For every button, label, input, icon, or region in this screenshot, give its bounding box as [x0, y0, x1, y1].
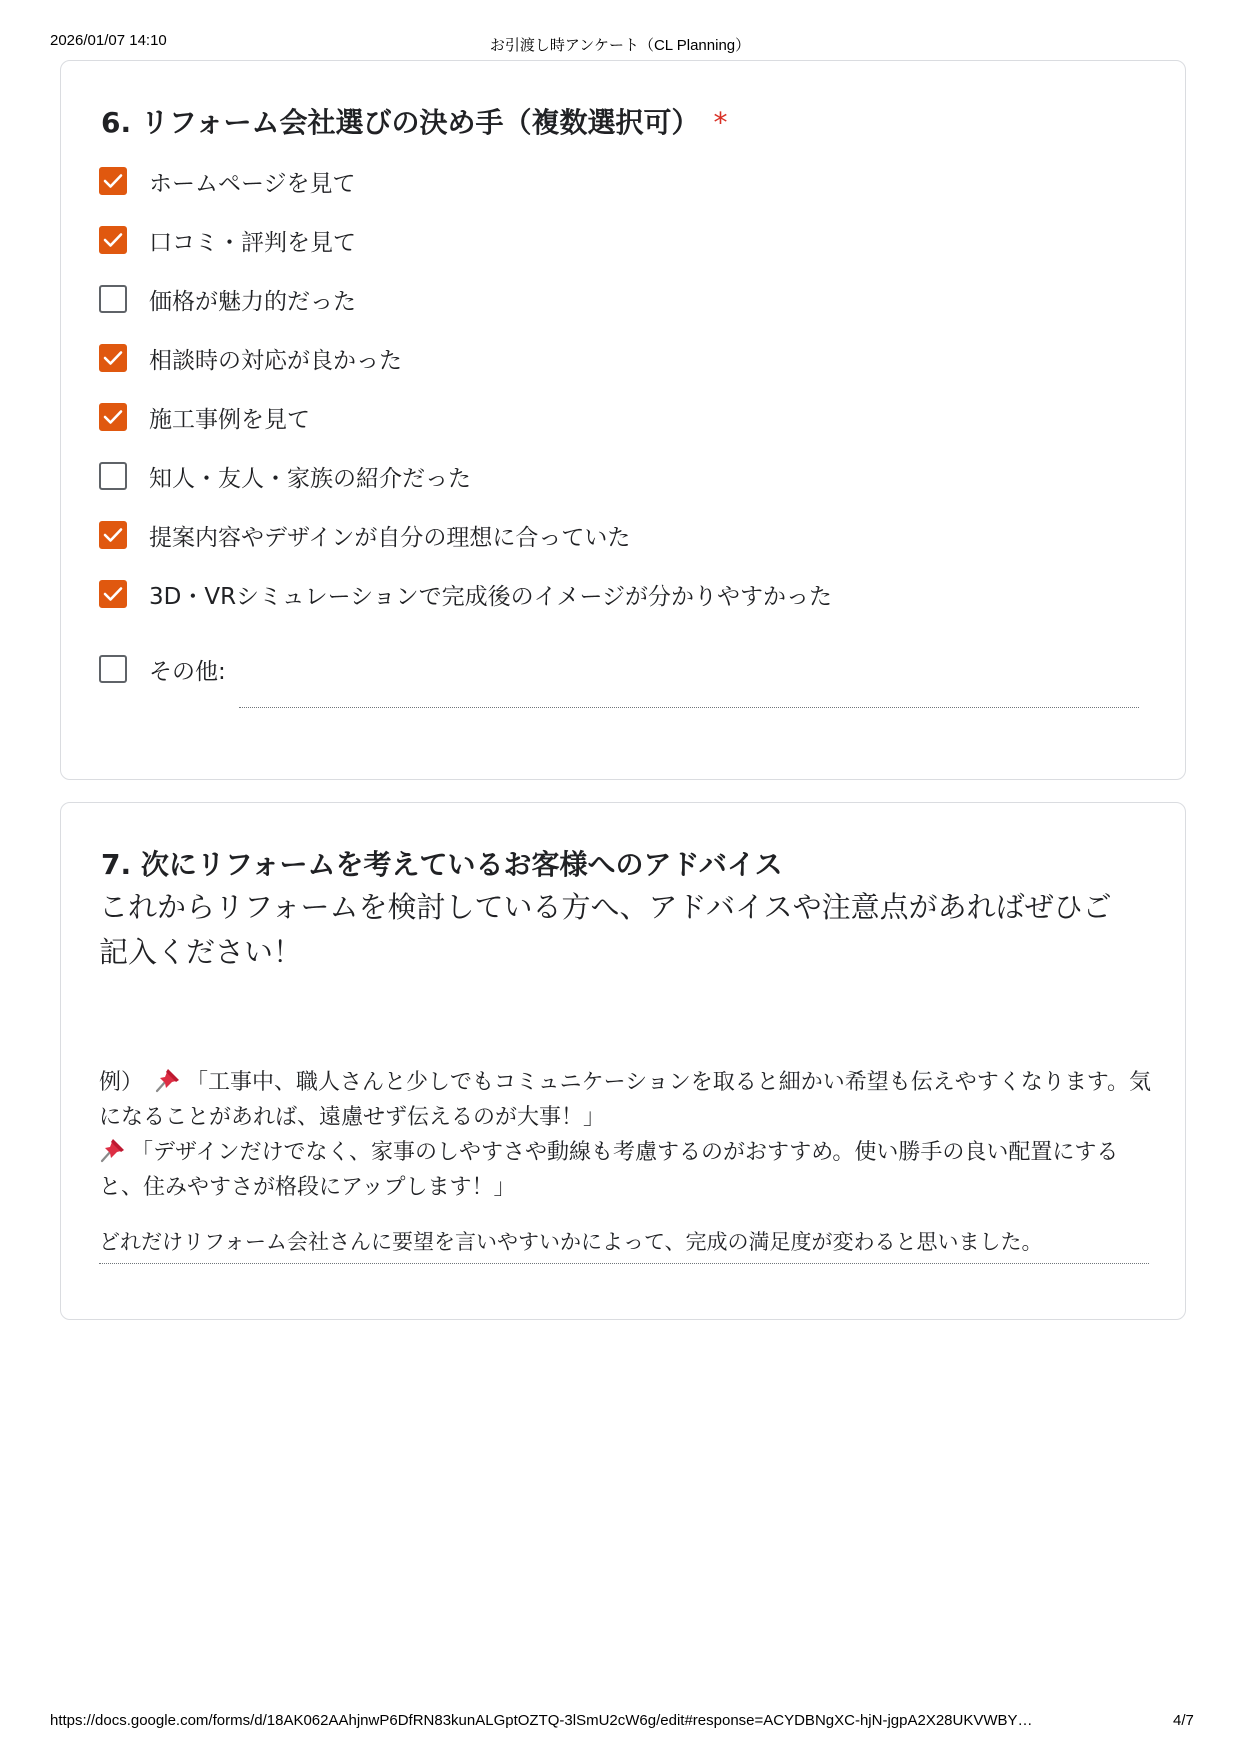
checkbox[interactable]	[99, 403, 127, 431]
checkbox[interactable]	[99, 285, 127, 313]
check-icon	[103, 232, 123, 248]
check-icon	[103, 586, 123, 602]
option-label: 3D・VRシミュレーションで完成後のイメージが分かりやすかった	[149, 583, 832, 610]
checkbox[interactable]	[99, 226, 127, 254]
checkbox[interactable]	[99, 521, 127, 549]
answer-text-field[interactable]: どれだけリフォーム会社さんに要望を言いやすいかによって、完成の満足度が変わると思いました。	[99, 1227, 1149, 1264]
print-title: お引渡し時アンケート（CL Planning）	[489, 37, 751, 54]
option-label: ホームページを見て	[149, 170, 356, 197]
question-6-card	[60, 60, 1186, 780]
option-label: 価格が魅力的だった	[149, 288, 356, 315]
option-label: 口コミ・評判を見て	[149, 229, 356, 256]
option-label: その他:	[149, 658, 226, 685]
question-6-title-text: 6. リフォーム会社選びの決め手（複数選択可）	[101, 106, 700, 139]
option-label: 提案内容やデザインが自分の理想に合っていた	[149, 524, 631, 551]
option-consultation[interactable]	[99, 340, 402, 376]
check-icon	[103, 409, 123, 425]
question-7-card	[60, 802, 1186, 1320]
option-3d-vr-simulation[interactable]	[99, 576, 832, 612]
pushpin-icon	[99, 1136, 127, 1164]
checkbox[interactable]	[99, 344, 127, 372]
check-icon	[103, 173, 123, 189]
required-mark: *	[713, 106, 728, 139]
pushpin-icon	[154, 1066, 182, 1094]
option-case-studies[interactable]	[99, 399, 310, 435]
question-7-description: これからリフォームを検討している方へ、アドバイスや注意点があればぜひご記入ください！	[99, 890, 1112, 969]
option-price[interactable]	[99, 281, 356, 317]
check-icon	[103, 350, 123, 366]
print-page-number: 4/7	[1173, 1712, 1194, 1729]
other-text-input[interactable]	[239, 707, 1139, 708]
question-7-title: 7. 次にリフォームを考えているお客様へのアドバイス	[101, 848, 783, 881]
print-url: https://docs.google.com/forms/d/18AK062AAhjnwP6DfRN83kunALGptOZTQ-3lSmU2cW6g/edit#response=ACYDBNgXC-hjN-jgpA2X28UKVWBY…	[50, 1712, 1033, 1729]
option-label: 知人・友人・家族の紹介だった	[149, 465, 471, 492]
example-prefix: 例）	[99, 1070, 144, 1095]
example-text-2: 「デザインだけでなく、家事のしやすさや動線も考慮するのがおすすめ。使い勝手の良い配置にすると、住みやすさが格段にアップします！」	[99, 1140, 1119, 1200]
example-advice-1	[99, 1065, 1159, 1135]
question-6-title	[101, 101, 727, 141]
checkbox[interactable]	[99, 167, 127, 195]
example-advice-2	[99, 1135, 1159, 1205]
option-reviews[interactable]	[99, 222, 356, 258]
checkbox[interactable]	[99, 580, 127, 608]
option-label: 相談時の対応が良かった	[149, 347, 402, 374]
option-proposal-design[interactable]	[99, 517, 630, 553]
example-text-1: 「工事中、職人さんと少しでもコミュニケーションを取ると細かい希望も伝えやすくなります。気になることがあれば、遠慮せず伝えるのが大事！」	[99, 1070, 1151, 1130]
print-datetime: 2026/01/07 14:10	[50, 32, 167, 49]
check-icon	[103, 527, 123, 543]
checkbox[interactable]	[99, 655, 127, 683]
checkbox[interactable]	[99, 462, 127, 490]
option-referral[interactable]	[99, 458, 471, 494]
option-other[interactable]	[99, 651, 226, 687]
option-label: 施工事例を見て	[149, 406, 310, 433]
option-homepage[interactable]	[99, 163, 356, 199]
